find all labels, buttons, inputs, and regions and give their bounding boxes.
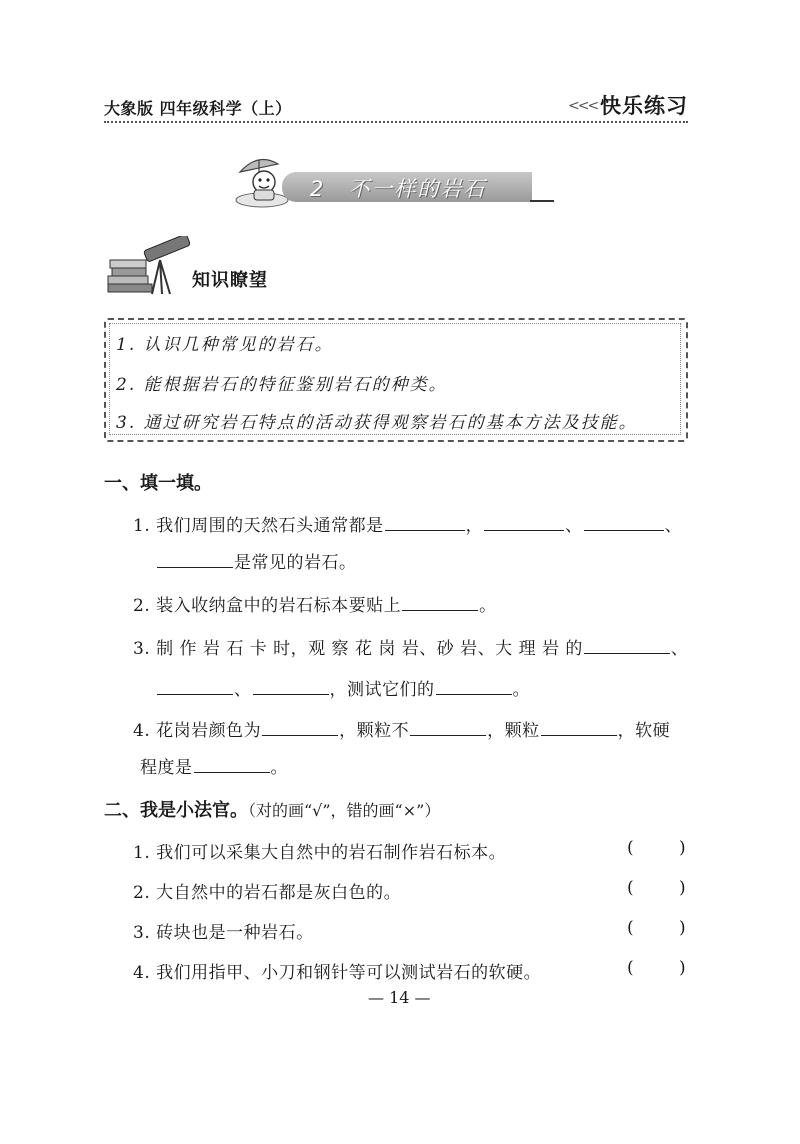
- series-title: 快乐练习: [600, 94, 688, 118]
- punct: 。: [512, 680, 530, 700]
- answer-blank[interactable]: [410, 718, 486, 736]
- answer-blank[interactable]: [584, 513, 664, 531]
- answer-paren-open[interactable]: (: [627, 838, 634, 858]
- answer-blank[interactable]: [194, 755, 270, 773]
- header-arrows: <<<: [568, 98, 598, 114]
- answer-blank[interactable]: [584, 636, 670, 654]
- question-1-line-2: [156, 548, 357, 573]
- answer-paren-open[interactable]: (: [627, 878, 634, 898]
- judge-item: 1. 我们可以采集大自然中的岩石制作岩石标本。: [133, 843, 507, 863]
- question-text: 2. 装入收纳盒中的岩石标本要贴上: [133, 596, 402, 616]
- question-text: 4. 花岗岩颜色为: [133, 721, 262, 741]
- question-text: ，软硬: [617, 721, 671, 741]
- section-fill-title: 一、填一填。: [104, 473, 212, 494]
- question-text: 1. 我们周围的天然石头通常都是: [133, 516, 384, 536]
- answer-blank[interactable]: [541, 718, 617, 736]
- punct: 。: [479, 596, 497, 616]
- answer-paren-close: ): [679, 838, 686, 858]
- page-number: — 14 —: [368, 988, 431, 1007]
- answer-blank[interactable]: [385, 513, 465, 531]
- question-text: ，颗粒: [487, 721, 540, 741]
- objective-item: 2. 能根据岩石的特征鉴别岩石的种类。: [116, 375, 448, 395]
- question-2: [133, 591, 497, 616]
- objective-item: 1. 认识几种常见的岩石。: [116, 335, 334, 355]
- header-divider: [104, 121, 688, 123]
- punct: 、: [565, 516, 583, 536]
- question-text: 3. 制 作 岩 石 卡 时，观 察 花 岗 岩、砂 岩、大 理 岩 的: [133, 639, 583, 659]
- section-judge-title: [104, 796, 440, 822]
- book-title: 大象版 四年级科学（上）: [104, 99, 292, 118]
- answer-blank[interactable]: [436, 677, 512, 695]
- answer-blank[interactable]: [253, 677, 329, 695]
- answer-blank[interactable]: [484, 513, 564, 531]
- question-3-line-1: [133, 634, 688, 659]
- punct: 。: [270, 758, 288, 778]
- question-text: 是常见的岩石。: [234, 553, 357, 573]
- answer-paren-close: ): [679, 878, 686, 898]
- punct: ，: [465, 516, 484, 536]
- answer-blank[interactable]: [262, 718, 338, 736]
- knowledge-title: 知识瞭望: [192, 270, 268, 291]
- punct: 、: [670, 639, 689, 659]
- answer-blank[interactable]: [157, 550, 233, 568]
- answer-paren-open[interactable]: (: [627, 918, 634, 938]
- section-title-text: 二、我是小法官。: [104, 800, 248, 821]
- question-3-line-2: [156, 675, 530, 700]
- judge-item: 4. 我们用指甲、小刀和钢针等可以测试岩石的软硬。: [133, 963, 542, 983]
- punct: 、: [664, 516, 683, 536]
- punct: 、: [234, 680, 252, 700]
- question-4-line-1: [133, 716, 670, 741]
- answer-paren-close: ): [679, 958, 686, 978]
- chapter-title: 2 不一样的岩石: [310, 177, 487, 201]
- answer-paren-close: ): [679, 918, 686, 938]
- answer-blank[interactable]: [157, 677, 233, 695]
- answer-blank[interactable]: [402, 593, 478, 611]
- question-text: ，颗粒不: [339, 721, 410, 741]
- question-text: ，测试它们的: [329, 680, 435, 700]
- question-text: 程度是: [140, 758, 193, 778]
- answer-paren-open[interactable]: (: [627, 958, 634, 978]
- telescope-books-icon: [104, 236, 196, 298]
- judge-item: 2. 大自然中的岩石都是灰白色的。: [133, 883, 402, 903]
- question-1-line-1: [133, 511, 682, 536]
- section-subtitle: （对的画“√”，错的画“×”）: [248, 801, 441, 820]
- judge-item: 3. 砖块也是一种岩石。: [133, 923, 314, 943]
- question-4-line-2: [140, 753, 288, 778]
- objective-item: 3. 通过研究岩石特点的活动获得观察岩石的基本方法及技能。: [116, 413, 638, 433]
- banner-underline: [530, 200, 554, 202]
